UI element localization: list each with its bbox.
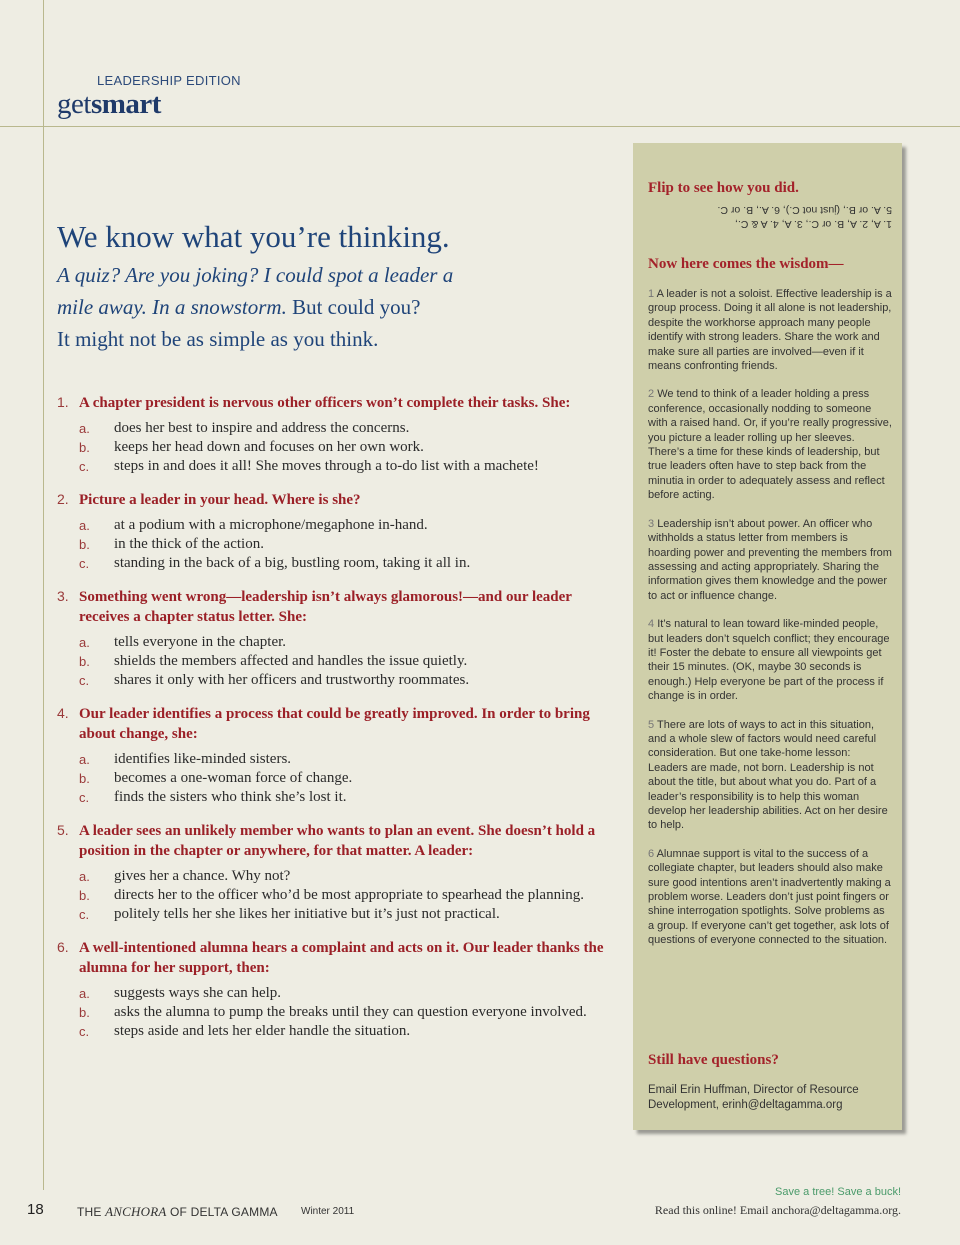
quiz <box>57 393 617 1055</box>
answer-list <box>57 867 617 924</box>
answer-letter: a. <box>79 635 90 650</box>
quiz-question <box>57 821 617 924</box>
answer-text: standing in the back of a big, bustling room, taking it all in. <box>114 555 471 571</box>
pub-italic: ANCHORA <box>105 1204 167 1219</box>
edition-label: LEADERSHIP EDITION <box>97 73 241 88</box>
flip-answers-line-1: 1. A, 2. A, B. or C., 3. A, 4. A & C., <box>735 218 892 230</box>
quiz-question <box>57 704 617 807</box>
answer-option <box>57 769 617 788</box>
question-text: Something went wrong—leadership isn’t always glamorous!—and our leader receives a chapter status letter. She: <box>79 589 572 625</box>
intro-rest: But could you? <box>286 295 421 319</box>
brand-bold: smart <box>90 88 161 120</box>
answer-option <box>57 1022 617 1041</box>
answer-letter: c. <box>79 459 90 474</box>
answer-option <box>57 984 617 1003</box>
answer-text: shares it only with her officers and trustworthy roommates. <box>114 672 470 688</box>
answer-text: identifies like-minded sisters. <box>114 751 292 767</box>
question-text: A leader sees an unlikely member who wants to plan an event. She doesn’t hold a position in the chapter or anywhere, for that matter. A leader: <box>79 823 596 859</box>
question-text: A well-intentioned alumna hears a complaint and acts on it. Our leader thanks the alumna for her support, then: <box>79 940 604 976</box>
answer-letter: c. <box>79 1024 90 1039</box>
answer-option <box>57 867 617 886</box>
flip-answers-line-2: 5. A. or B., (just not C.), 6. A., B. or C. <box>717 204 892 216</box>
answer-option <box>57 438 617 457</box>
read-online: Read this online! Email anchora@deltagamma.org. <box>654 1203 901 1217</box>
answer-letter: c. <box>79 907 90 922</box>
wisdom-text: We tend to think of a leader holding a press conference, occasionally nodding to someone with a raised hand. Or, if you’re really progressive, you picture a leader rolling up her sleeves. There’s a time for these kinds of leadership, but true leaders often have to step back from the minutia in order to adequately assess and reflect before acting. <box>648 388 892 502</box>
answer-letter: a. <box>79 986 90 1001</box>
wisdom-text: There are lots of ways to act in this situation, and a whole slew of factors would need careful consideration. But one take-home lesson: Leaders are made, not born. Leadership is not about the title, but about what you do. Part of a leader’s responsibility is to help this woman develop her leadership abilities. Act on her desire to help. <box>648 718 888 832</box>
wisdom-item <box>648 847 893 948</box>
answer-letter: b. <box>79 888 90 903</box>
answer-letter: a. <box>79 421 90 436</box>
question-text: Picture a leader in your head. Where is she? <box>79 492 361 508</box>
wisdom-number: 3 <box>648 517 655 530</box>
pub-prefix: THE <box>77 1205 106 1219</box>
quiz-question <box>57 393 617 476</box>
question-number: 6. <box>57 939 69 955</box>
answer-option <box>57 633 617 652</box>
wisdom-item <box>648 387 893 502</box>
answer-letter: a. <box>79 869 90 884</box>
answer-letter: c. <box>79 673 90 688</box>
answer-list <box>57 750 617 807</box>
answer-text: keeps her head down and focuses on her own work. <box>114 439 424 455</box>
answer-text: suggests ways she can help. <box>114 985 282 1001</box>
answer-text: shields the members affected and handles the issue quietly. <box>114 653 468 669</box>
wisdom-text: Leadership isn’t about power. An officer who withholds a status letter from members is hoarding power and preventing the members from assessing and acting appropriately. Sharing the information gives them knowledge and the power to act or influence change. <box>648 517 892 602</box>
flip-heading: Flip to see how you did. <box>648 180 799 196</box>
answer-text: does her best to inspire and address the concerns. <box>114 420 410 436</box>
answer-text: in the thick of the action. <box>114 536 264 552</box>
answer-option <box>57 652 617 671</box>
headline: We know what you’re thinking. <box>57 219 450 254</box>
answer-list <box>57 516 617 573</box>
wisdom-text: Alumnae support is vital to the success of a collegiate chapter, but leaders should also make sure good intentions aren’t inadvertently making a problem worse. Leaders don’t just point fingers or shine interrogation spotlights. Solve problems as a group. If everyone can’t get together, ask lots of questions of everyone connected to the situation. <box>648 847 891 947</box>
question-number: 4. <box>57 705 69 721</box>
header-rule <box>0 126 960 127</box>
wisdom-list <box>648 287 893 962</box>
answer-text: gives her a chance. Why not? <box>114 868 291 884</box>
question-number: 5. <box>57 822 69 838</box>
answer-option <box>57 750 617 769</box>
answer-text: steps aside and lets her elder handle the situation. <box>114 1023 411 1039</box>
answer-letter: b. <box>79 771 90 786</box>
margin-rule-vertical <box>43 0 44 1190</box>
answer-letter: c. <box>79 790 90 805</box>
wisdom-number: 4 <box>648 618 655 631</box>
answer-letter: b. <box>79 1005 90 1020</box>
intro-italic: A quiz? Are you joking? I could spot a leader a mile away. In a snowstorm. <box>57 263 454 319</box>
wisdom-number: 1 <box>648 288 655 300</box>
question-text: Our leader identifies a process that could be greatly improved. In order to bring about change, she: <box>79 706 590 742</box>
question-number: 1. <box>57 394 69 410</box>
answer-letter: b. <box>79 440 90 455</box>
answer-letter: b. <box>79 537 90 552</box>
wisdom-item <box>648 517 893 603</box>
answers-sidebar <box>633 143 902 1130</box>
question-number: 3. <box>57 588 69 604</box>
answer-text: politely tells her she likes her initiative but it’s just not practical. <box>114 906 500 922</box>
answer-text: tells everyone in the chapter. <box>114 634 287 650</box>
wisdom-item <box>648 718 893 833</box>
answer-option <box>57 457 617 476</box>
answer-option <box>57 788 617 807</box>
answer-letter: c. <box>79 556 90 571</box>
wisdom-number: 5 <box>648 718 655 731</box>
answer-text: becomes a one-woman force of change. <box>114 770 353 786</box>
answer-text: steps in and does it all! She moves through a to-do list with a machete! <box>114 458 539 474</box>
section-brand <box>57 88 161 121</box>
answer-option <box>57 671 617 690</box>
answer-letter: b. <box>79 654 90 669</box>
wisdom-heading: Now here comes the wisdom— <box>648 256 844 272</box>
answer-option <box>57 886 617 905</box>
answer-option <box>57 419 617 438</box>
pub-suffix: OF DELTA GAMMA <box>166 1205 278 1219</box>
answer-list <box>57 984 617 1041</box>
brand-light: get <box>57 88 91 120</box>
answer-option <box>57 535 617 554</box>
save-a-tree: Save a tree! Save a buck! <box>775 1186 901 1198</box>
answer-option <box>57 1003 617 1022</box>
answer-option <box>57 516 617 535</box>
wisdom-number: 6 <box>648 847 655 860</box>
intro-line-2: It might not be as simple as you think. <box>57 327 379 351</box>
contact-info: Email Erin Huffman, Director of Resource Development, erinh@deltagamma.org <box>648 1084 859 1111</box>
answer-text: finds the sisters who think she’s lost it. <box>114 789 347 805</box>
wisdom-number: 2 <box>648 388 655 401</box>
issue-date: Winter 2011 <box>301 1206 355 1217</box>
answer-text: asks the alumna to pump the breaks until they can question everyone involved. <box>114 1004 587 1020</box>
answer-text: at a podium with a microphone/megaphone in-hand. <box>114 517 428 533</box>
answer-text: directs her to the officer who’d be most appropriate to spearhead the planning. <box>114 887 584 903</box>
answer-list <box>57 419 617 476</box>
page-number: 18 <box>27 1201 44 1218</box>
wisdom-text: It’s natural to lean toward like-minded people, but leaders don’t squelch conflict; they encourage it! Foster the debate to ensure all viewpoints get their 15 minutes. (OK, maybe 30 seconds is enough.) Help everyone be part of the process if change is in order. <box>648 618 890 703</box>
wisdom-item <box>648 617 893 703</box>
wisdom-text: A leader is not a soloist. Effective leadership is a group process. Doing it all alone is not leadership, despite the workhorse approach many people identify with strong leaders. Share the work and make sure all parties are involved—even if it means confronting friends. <box>648 288 892 373</box>
quiz-question <box>57 490 617 573</box>
intro-text <box>57 259 477 355</box>
question-text: A chapter president is nervous other officers won’t complete their tasks. She: <box>79 395 571 411</box>
questions-heading: Still have questions? <box>648 1052 779 1068</box>
answer-letter: a. <box>79 752 90 767</box>
wisdom-item <box>648 287 893 373</box>
quiz-question <box>57 938 617 1041</box>
answer-option <box>57 905 617 924</box>
upside-down-answers <box>648 203 892 231</box>
question-number: 2. <box>57 491 69 507</box>
answer-letter: a. <box>79 518 90 533</box>
answer-list <box>57 633 617 690</box>
answer-option <box>57 554 617 573</box>
publication-name <box>77 1204 278 1220</box>
quiz-question <box>57 587 617 690</box>
